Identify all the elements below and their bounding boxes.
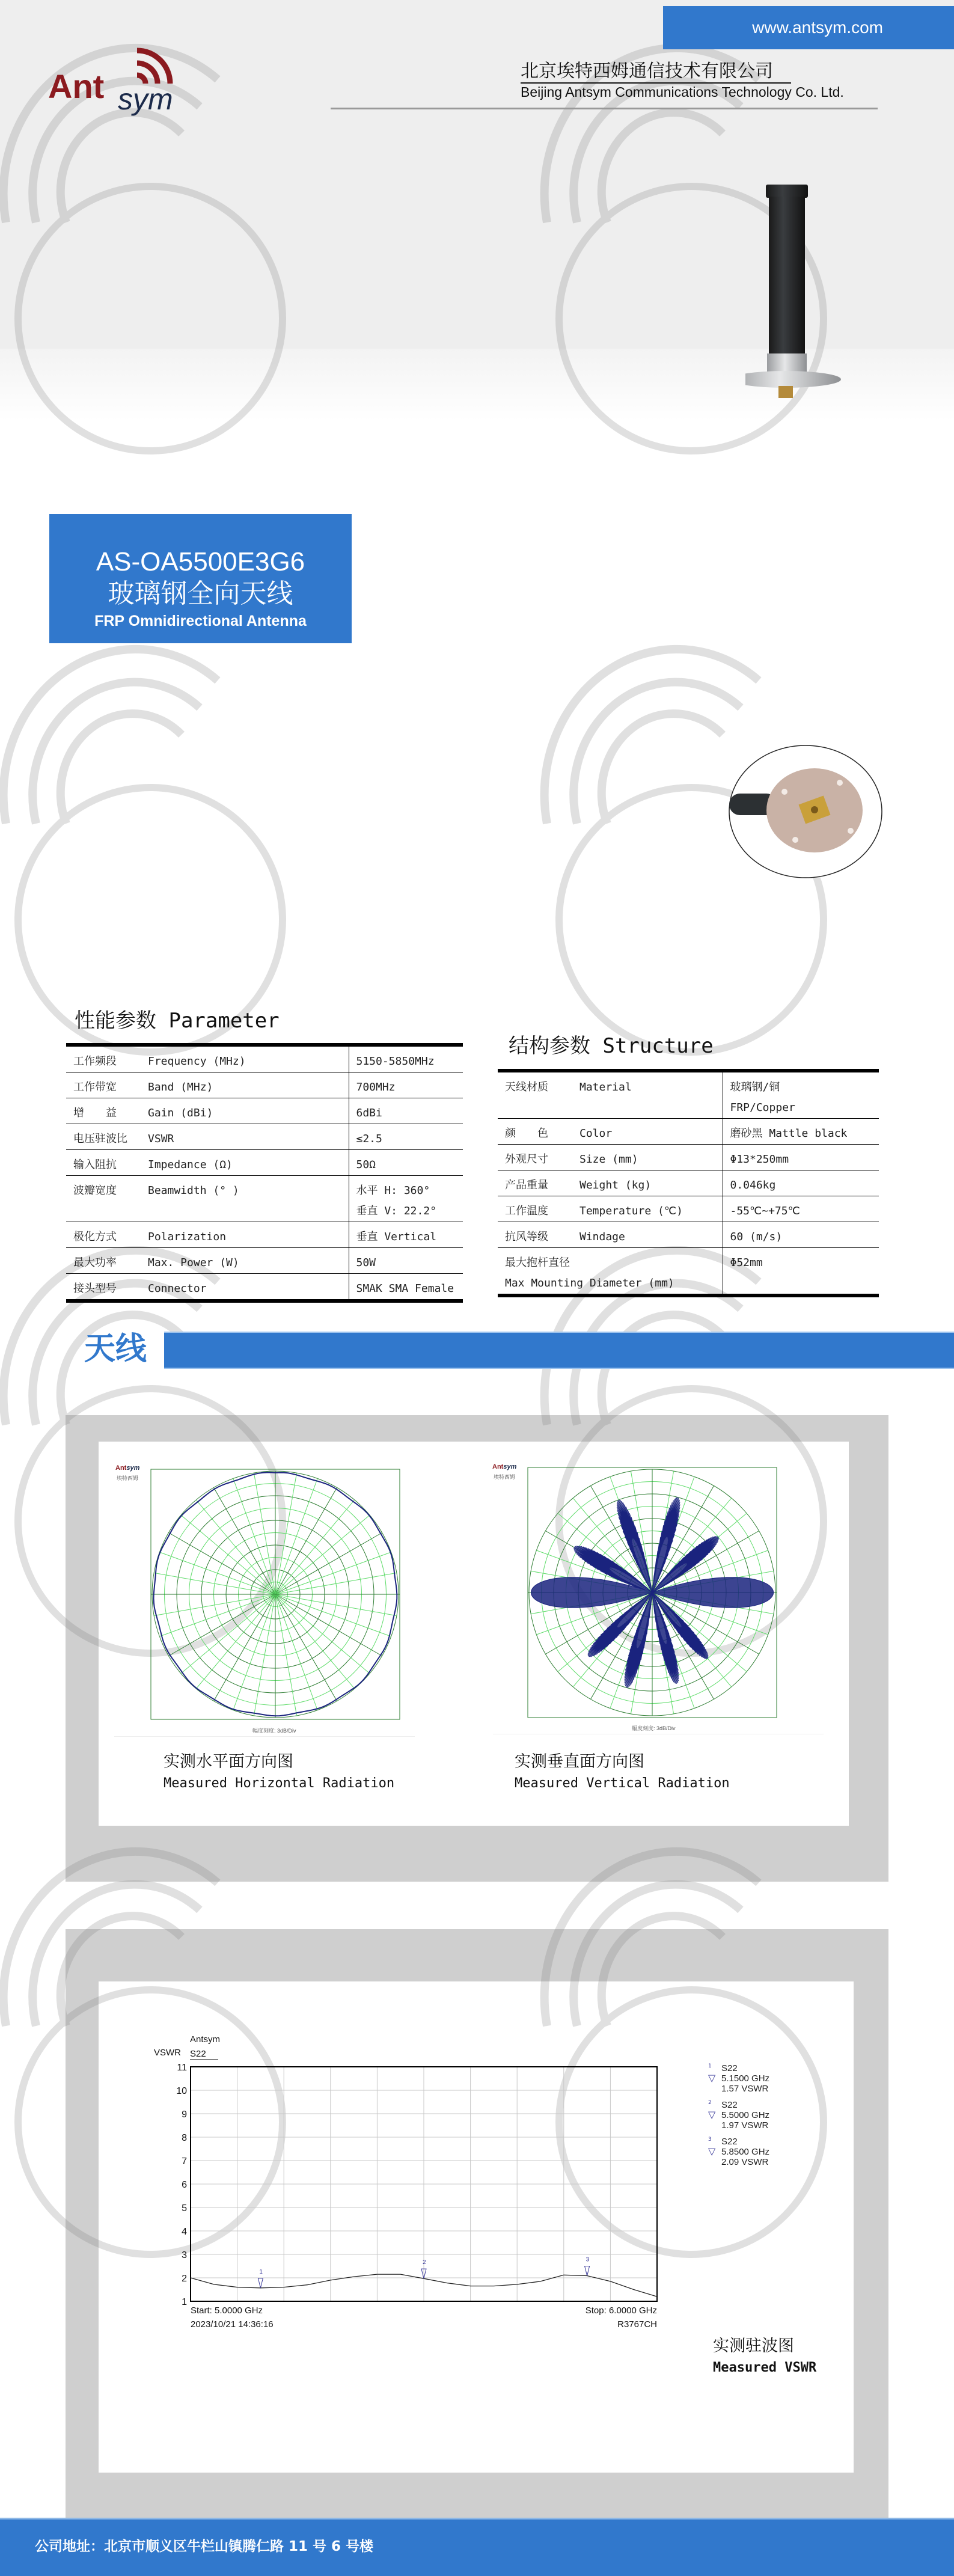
param-value bbox=[349, 1274, 463, 1302]
vertical-caption-cn: 实测垂直面方向图 bbox=[515, 1752, 644, 1771]
param-label bbox=[66, 1150, 349, 1176]
vswr-stop: Stop: 6.0000 GHz bbox=[585, 2305, 657, 2316]
value-line: Φ13*250mm bbox=[730, 1153, 789, 1166]
value-line: 6dBi bbox=[356, 1107, 382, 1119]
marker-freq: 5.5000 GHz bbox=[721, 2110, 770, 2120]
label-en: Gain (dBi) bbox=[148, 1107, 213, 1119]
table-row bbox=[66, 1098, 463, 1124]
param-value bbox=[723, 1196, 879, 1222]
label-en: Size (mm) bbox=[579, 1153, 638, 1166]
table-row bbox=[498, 1071, 879, 1119]
marker-icon[interactable] bbox=[258, 2278, 263, 2288]
table-row bbox=[66, 1045, 463, 1072]
chart-logo-sub: 埃特西姆 bbox=[494, 1474, 516, 1480]
param-value bbox=[349, 1176, 463, 1222]
value-line: 0.046kg bbox=[730, 1179, 776, 1192]
company-name-cn: 北京埃特西姆通信技术有限公司 bbox=[521, 56, 791, 84]
table-row bbox=[66, 1124, 463, 1150]
param-value bbox=[723, 1222, 879, 1248]
value-line: SMAK SMA Female bbox=[356, 1282, 454, 1295]
param-value bbox=[723, 1248, 879, 1296]
param-label bbox=[498, 1170, 723, 1196]
product-name-en: FRP Omnidirectional Antenna bbox=[94, 613, 307, 629]
param-label bbox=[66, 1248, 349, 1274]
label-cn: 工作带宽 bbox=[73, 1081, 117, 1094]
vswr-ylabel: VSWR bbox=[154, 2048, 181, 2058]
label-cn: 电压驻波比 bbox=[73, 1133, 127, 1145]
label-en: Polarization bbox=[148, 1231, 227, 1243]
marker-triangle-icon: ▽ bbox=[708, 2072, 716, 2084]
param-label bbox=[498, 1119, 723, 1145]
param-label bbox=[498, 1248, 723, 1296]
product-title-box bbox=[49, 514, 352, 643]
param-value bbox=[723, 1145, 879, 1170]
antsym-logo bbox=[47, 42, 197, 117]
y-tick-label: 11 bbox=[177, 2063, 187, 2073]
y-tick-label: 2 bbox=[182, 2274, 187, 2284]
horizontal-caption-en: Measured Horizontal Radiation bbox=[164, 1776, 395, 1791]
param-label bbox=[498, 1071, 723, 1119]
marker-value: 2.09 VSWR bbox=[721, 2157, 769, 2167]
antenna-section-bar bbox=[164, 1332, 954, 1369]
label-en: Impedance (Ω) bbox=[148, 1158, 233, 1171]
connector-detail-image bbox=[724, 741, 887, 891]
marker-triangle-icon: ▽ bbox=[708, 2109, 716, 2120]
watermark-icon bbox=[4, 649, 283, 1052]
company-address: 公司地址：北京市顺义区牛栏山镇腾仁路 11 号 6 号楼 bbox=[35, 2539, 374, 2554]
marker-value: 1.97 VSWR bbox=[721, 2120, 769, 2131]
value-line: 垂直 Vertical bbox=[356, 1231, 437, 1243]
param-value bbox=[723, 1071, 879, 1119]
horizontal-pattern-chart bbox=[114, 1461, 415, 1749]
y-tick-label: 8 bbox=[182, 2133, 187, 2143]
param-value bbox=[723, 1170, 879, 1196]
marker-number: 1 bbox=[708, 2063, 712, 2069]
label-cn: 颜 色 bbox=[505, 1127, 548, 1140]
value-line: -55℃~+75℃ bbox=[730, 1205, 800, 1217]
horizontal-polar-plot bbox=[150, 1469, 400, 1720]
marker-list bbox=[708, 2063, 769, 2173]
label-en: Color bbox=[579, 1127, 613, 1140]
antenna-section-label: 天线 bbox=[84, 1331, 147, 1367]
label-en: Band (MHz) bbox=[148, 1081, 213, 1094]
label-cn: 外观尺寸 bbox=[505, 1153, 548, 1166]
value-line: 60 (m/s) bbox=[730, 1231, 783, 1243]
horizontal-caption-cn: 实测水平面方向图 bbox=[164, 1752, 293, 1771]
value-line: FRP/Copper bbox=[730, 1101, 795, 1114]
chart-logo: Antsym bbox=[492, 1463, 517, 1470]
marker-trace: S22 bbox=[721, 2137, 738, 2147]
vswr-instrument: R3767CH bbox=[617, 2319, 657, 2330]
value-line: 垂直 V: 22.2° bbox=[356, 1205, 437, 1217]
y-tick-label: 4 bbox=[182, 2227, 187, 2237]
vswr-start: Start: 5.0000 GHz bbox=[191, 2305, 263, 2316]
vswr-brand: Antsym bbox=[190, 2034, 221, 2045]
param-value bbox=[349, 1150, 463, 1176]
value-line: 50Ω bbox=[356, 1158, 376, 1171]
value-line: Φ52mm bbox=[730, 1256, 763, 1269]
param-value bbox=[349, 1222, 463, 1248]
marker-trace: S22 bbox=[721, 2063, 738, 2073]
antenna-product-image bbox=[745, 174, 878, 691]
value-line: 磨砂黑 Mattle black bbox=[730, 1127, 848, 1140]
table-row bbox=[498, 1196, 879, 1222]
table-row bbox=[498, 1119, 879, 1145]
label-cn: 工作温度 bbox=[505, 1205, 548, 1217]
param-value bbox=[349, 1248, 463, 1274]
vswr-plot bbox=[168, 2062, 661, 2321]
marker-icon[interactable] bbox=[585, 2266, 590, 2275]
table-row bbox=[498, 1145, 879, 1170]
label-cn: 增 益 bbox=[73, 1107, 117, 1119]
label-en: Beamwidth (° ) bbox=[148, 1184, 239, 1197]
label-cn: 接头型号 bbox=[73, 1282, 117, 1295]
label-en: Windage bbox=[579, 1231, 625, 1243]
vswr-trace-label: S22 bbox=[190, 2049, 218, 2060]
value-line: 5150-5850MHz bbox=[356, 1055, 435, 1068]
marker-readout bbox=[708, 2137, 769, 2167]
product-name-cn: 玻璃钢全向天线 bbox=[108, 578, 293, 609]
param-label bbox=[498, 1145, 723, 1170]
label-cn: 产品重量 bbox=[505, 1179, 548, 1192]
label-en: VSWR bbox=[148, 1133, 174, 1145]
marker-number: 3 bbox=[586, 2256, 590, 2263]
label-cn: 天线材质 bbox=[505, 1081, 548, 1094]
param-label bbox=[66, 1124, 349, 1150]
label-cn: 极化方式 bbox=[73, 1231, 117, 1243]
y-tick-label: 5 bbox=[182, 2203, 187, 2213]
marker-trace: S22 bbox=[721, 2100, 738, 2110]
param-label bbox=[498, 1222, 723, 1248]
y-tick-label: 1 bbox=[182, 2297, 187, 2307]
product-model: AS-OA5500E3G6 bbox=[96, 547, 305, 577]
caption-divider bbox=[114, 1736, 415, 1737]
label-en: Temperature (℃) bbox=[579, 1205, 683, 1217]
table-row bbox=[66, 1176, 463, 1222]
company-name-en: Beijing Antsym Communications Technology Co. Ltd. bbox=[521, 84, 844, 100]
param-value bbox=[349, 1124, 463, 1150]
label-en: Weight (kg) bbox=[579, 1179, 652, 1192]
y-tick-label: 9 bbox=[182, 2109, 187, 2120]
chart-logo-sub: 埃特西姆 bbox=[117, 1475, 139, 1481]
value-line: ≤2.5 bbox=[356, 1133, 382, 1145]
param-label bbox=[66, 1176, 349, 1222]
param-value bbox=[349, 1098, 463, 1124]
svg-text:sym: sym bbox=[118, 82, 173, 116]
table-row bbox=[66, 1274, 463, 1302]
table-row bbox=[66, 1072, 463, 1098]
table-row bbox=[498, 1170, 879, 1196]
svg-text:Ant: Ant bbox=[48, 67, 105, 105]
param-label bbox=[498, 1196, 723, 1222]
table-row bbox=[66, 1150, 463, 1176]
website-url[interactable]: www.antsym.com bbox=[663, 6, 954, 49]
param-label bbox=[66, 1222, 349, 1248]
marker-number: 2 bbox=[423, 2259, 426, 2266]
marker-freq: 5.8500 GHz bbox=[721, 2147, 770, 2157]
chart-logo: Antsym bbox=[115, 1464, 140, 1472]
scale-label: 幅度刻度: 3dB/Div bbox=[632, 1725, 676, 1731]
marker-number: 3 bbox=[708, 2137, 712, 2143]
marker-freq: 5.1500 GHz bbox=[721, 2073, 770, 2084]
marker-readout bbox=[708, 2100, 769, 2131]
vswr-timestamp: 2023/10/21 14:36:16 bbox=[191, 2319, 274, 2330]
value-line: 玻璃钢/铜 bbox=[730, 1081, 780, 1094]
vswr-caption-cn: 实测驻波图 bbox=[713, 2337, 794, 2355]
param-label bbox=[66, 1098, 349, 1124]
marker-number: 2 bbox=[708, 2100, 712, 2106]
table-row bbox=[66, 1222, 463, 1248]
vswr-caption-en: Measured VSWR bbox=[713, 2360, 817, 2375]
param-value bbox=[349, 1072, 463, 1098]
param-label bbox=[66, 1045, 349, 1072]
scale-label: 幅度刻度: 3dB/Div bbox=[252, 1728, 296, 1734]
marker-value: 1.57 VSWR bbox=[721, 2084, 769, 2094]
parameter-table bbox=[66, 1043, 463, 1303]
structure-table bbox=[498, 1069, 879, 1297]
value-line: 700MHz bbox=[356, 1081, 396, 1094]
y-tick-label: 6 bbox=[182, 2180, 187, 2190]
marker-readout bbox=[708, 2063, 769, 2094]
label-cn: 工作频段 bbox=[73, 1055, 117, 1068]
y-tick-label: 3 bbox=[182, 2250, 187, 2260]
vertical-pattern-chart bbox=[491, 1461, 792, 1749]
signal-arcs-icon bbox=[137, 50, 170, 84]
param-value bbox=[723, 1119, 879, 1145]
marker-number: 1 bbox=[259, 2268, 263, 2275]
value-line: 水平 H: 360° bbox=[356, 1184, 430, 1197]
label-en: Material bbox=[579, 1081, 632, 1094]
value-line: 50W bbox=[356, 1256, 376, 1269]
param-value bbox=[349, 1045, 463, 1072]
label-en: Max Mounting Diameter (mm) bbox=[505, 1277, 674, 1290]
label-cn: 波瓣宽度 bbox=[73, 1184, 117, 1197]
vertical-caption-en: Measured Vertical Radiation bbox=[515, 1776, 730, 1791]
marker-triangle-icon: ▽ bbox=[708, 2146, 716, 2157]
label-en: Connector bbox=[148, 1282, 207, 1295]
param-label bbox=[66, 1274, 349, 1302]
table-row bbox=[498, 1248, 879, 1296]
label-en: Frequency (MHz) bbox=[148, 1055, 246, 1068]
parameter-heading: 性能参数 Parameter bbox=[75, 1009, 280, 1033]
vertical-polar-plot bbox=[527, 1467, 777, 1718]
y-tick-label: 10 bbox=[176, 2086, 187, 2096]
header-divider bbox=[331, 108, 878, 109]
label-en: Max. Power (W) bbox=[148, 1256, 239, 1269]
label-cn: 输入阻抗 bbox=[73, 1158, 117, 1171]
label-cn: 抗风等级 bbox=[505, 1231, 548, 1243]
y-tick-label: 7 bbox=[182, 2156, 187, 2167]
table-row bbox=[66, 1248, 463, 1274]
param-label bbox=[66, 1072, 349, 1098]
structure-heading: 结构参数 Structure bbox=[509, 1034, 714, 1058]
label-cn: 最大抱杆直径 bbox=[505, 1256, 570, 1269]
table-row bbox=[498, 1222, 879, 1248]
label-cn: 最大功率 bbox=[73, 1256, 117, 1269]
